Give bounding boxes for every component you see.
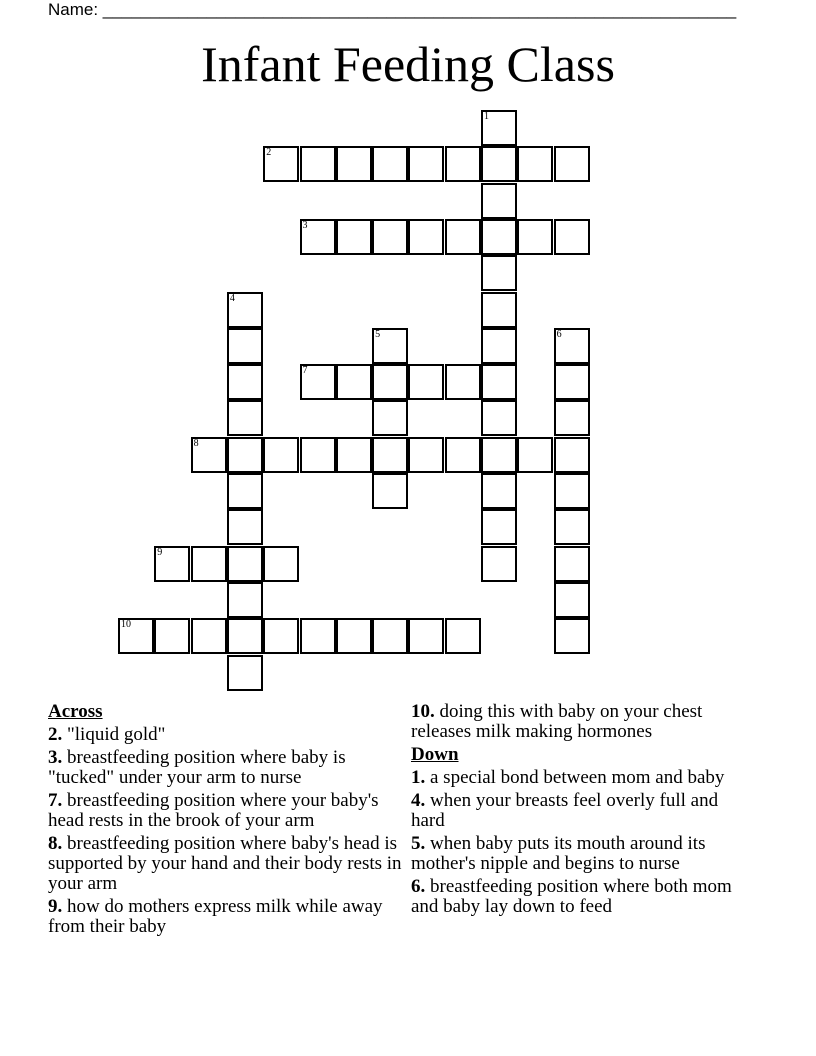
grid-cell[interactable]: [263, 437, 299, 473]
clue-text: doing this with baby on your chest releases milk making hormones: [411, 701, 703, 742]
grid-cell[interactable]: [481, 219, 517, 255]
grid-cell[interactable]: [481, 255, 517, 291]
grid-cell[interactable]: [191, 618, 227, 654]
grid-cell[interactable]: [372, 364, 408, 400]
grid-cell[interactable]: [263, 618, 299, 654]
grid-cell[interactable]: [372, 437, 408, 473]
grid-cell[interactable]: [554, 219, 590, 255]
grid-cell[interactable]: [336, 146, 372, 182]
clue-text: breastfeeding position where baby's head is supported by your hand and their body rests in your arm: [48, 833, 402, 894]
cell-number: 7: [302, 365, 308, 377]
grid-cell[interactable]: [481, 400, 517, 436]
grid-cell[interactable]: [408, 219, 444, 255]
clue-number: 5.: [411, 833, 426, 854]
grid-cell[interactable]: [445, 618, 481, 654]
cell-number: 2: [266, 147, 272, 159]
clue-number: 7.: [48, 790, 63, 811]
grid-cell[interactable]: [372, 219, 408, 255]
cell-number: 8: [193, 437, 199, 449]
grid-cell[interactable]: [408, 146, 444, 182]
grid-cell[interactable]: [445, 146, 481, 182]
clue-across-10: [411, 702, 756, 742]
cell-number: 5: [375, 328, 381, 340]
clue-down-4: [411, 791, 756, 831]
grid-cell[interactable]: [554, 618, 590, 654]
grid-cell[interactable]: [227, 400, 263, 436]
grid-cell[interactable]: [408, 618, 444, 654]
grid-cell[interactable]: [227, 364, 263, 400]
grid-cell[interactable]: [554, 582, 590, 618]
cell-number: 4: [229, 292, 235, 304]
grid-cell[interactable]: [300, 437, 336, 473]
grid-cell[interactable]: [445, 364, 481, 400]
name-field[interactable]: Name: ___________________________________________________________________: [48, 0, 737, 19]
clue-number: 8.: [48, 833, 63, 854]
grid-cell[interactable]: [408, 364, 444, 400]
grid-cell[interactable]: [227, 437, 263, 473]
grid-cell[interactable]: [154, 546, 190, 582]
cell-number: 3: [302, 219, 308, 231]
grid-cell[interactable]: [227, 655, 263, 691]
grid-cell[interactable]: [372, 618, 408, 654]
clue-number: 2.: [48, 724, 63, 745]
grid-cell[interactable]: [300, 618, 336, 654]
grid-cell[interactable]: [191, 437, 227, 473]
grid-cell[interactable]: [445, 219, 481, 255]
grid-cell[interactable]: [372, 328, 408, 364]
grid-cell[interactable]: [481, 546, 517, 582]
cell-number: 1: [484, 111, 489, 122]
clue-number: 3.: [48, 747, 63, 768]
grid-cell[interactable]: [227, 473, 263, 509]
grid-cell[interactable]: [445, 437, 481, 473]
clue-down-6: [411, 877, 756, 917]
grid-cell[interactable]: [227, 618, 263, 654]
grid-cell[interactable]: [481, 473, 517, 509]
clues-left-column: [48, 702, 406, 940]
down-heading: Down: [411, 744, 459, 765]
cell-number: 6: [556, 328, 562, 340]
grid-cell[interactable]: [372, 400, 408, 436]
grid-cell[interactable]: [336, 437, 372, 473]
clue-text: breastfeeding position where baby is "tucked" under your arm to nurse: [48, 747, 346, 788]
across-heading: Across: [48, 701, 103, 722]
cell-number: 10: [121, 619, 131, 631]
grid-cell[interactable]: [263, 546, 299, 582]
grid-cell[interactable]: [554, 437, 590, 473]
grid-cell[interactable]: [336, 364, 372, 400]
grid-cell[interactable]: [554, 546, 590, 582]
clue-text: when baby puts its mouth around its mother's nipple and begins to nurse: [411, 833, 706, 874]
grid-cell[interactable]: [517, 437, 553, 473]
grid-cell[interactable]: [336, 618, 372, 654]
clue-text: breastfeeding position where both mom and baby lay down to feed: [411, 876, 732, 917]
clue-across-9: [48, 897, 406, 937]
clue-number: 6.: [411, 876, 426, 897]
grid-cell[interactable]: [191, 546, 227, 582]
clue-text: how do mothers express milk while away from their baby: [48, 896, 383, 937]
grid-cell[interactable]: [227, 509, 263, 545]
grid-cell[interactable]: [118, 618, 154, 654]
grid-cell[interactable]: [227, 582, 263, 618]
clue-number: 1.: [411, 767, 426, 788]
page-title: Infant Feeding Class: [201, 36, 615, 92]
grid-cell[interactable]: [227, 328, 263, 364]
grid-cell[interactable]: [336, 219, 372, 255]
grid-cell[interactable]: [372, 473, 408, 509]
clue-down-1: [411, 768, 756, 788]
grid-cell[interactable]: [554, 473, 590, 509]
grid-cell[interactable]: [227, 546, 263, 582]
cell-number: 9: [157, 546, 163, 558]
grid-cell[interactable]: [481, 110, 517, 146]
grid-cell[interactable]: [554, 364, 590, 400]
grid-cell[interactable]: [481, 364, 517, 400]
clue-text: "liquid gold": [67, 724, 166, 745]
grid-cell[interactable]: [300, 364, 336, 400]
grid-cell[interactable]: [263, 146, 299, 182]
grid-cell[interactable]: [554, 509, 590, 545]
grid-cell[interactable]: [481, 328, 517, 364]
clues-right-column: [411, 702, 756, 920]
clue-text: when your breasts feel overly full and hard: [411, 790, 719, 831]
clue-text: a special bond between mom and baby: [430, 767, 725, 788]
grid-cell[interactable]: [300, 219, 336, 255]
grid-cell[interactable]: [372, 146, 408, 182]
clue-across-7: [48, 791, 406, 831]
grid-cell[interactable]: [481, 292, 517, 328]
grid-cell[interactable]: [481, 146, 517, 182]
grid-cell[interactable]: [554, 146, 590, 182]
clue-number: 9.: [48, 896, 63, 917]
clue-down-5: [411, 834, 756, 874]
grid-cell[interactable]: [554, 328, 590, 364]
clue-number: 10.: [411, 701, 435, 722]
grid-cell[interactable]: [408, 437, 444, 473]
grid-cell[interactable]: [481, 183, 517, 219]
clue-text: breastfeeding position where your baby's head rests in the brook of your arm: [48, 790, 379, 831]
grid-cell[interactable]: [300, 146, 336, 182]
grid-cell[interactable]: [517, 219, 553, 255]
grid-cell[interactable]: [154, 618, 190, 654]
grid-cell[interactable]: [481, 437, 517, 473]
grid-cell[interactable]: [227, 292, 263, 328]
clue-across-3: [48, 748, 406, 788]
grid-cell[interactable]: [554, 400, 590, 436]
clue-across-8: [48, 834, 406, 894]
clue-number: 4.: [411, 790, 426, 811]
clue-across-2: [48, 725, 406, 745]
grid-cell[interactable]: [517, 146, 553, 182]
grid-cell[interactable]: [481, 509, 517, 545]
